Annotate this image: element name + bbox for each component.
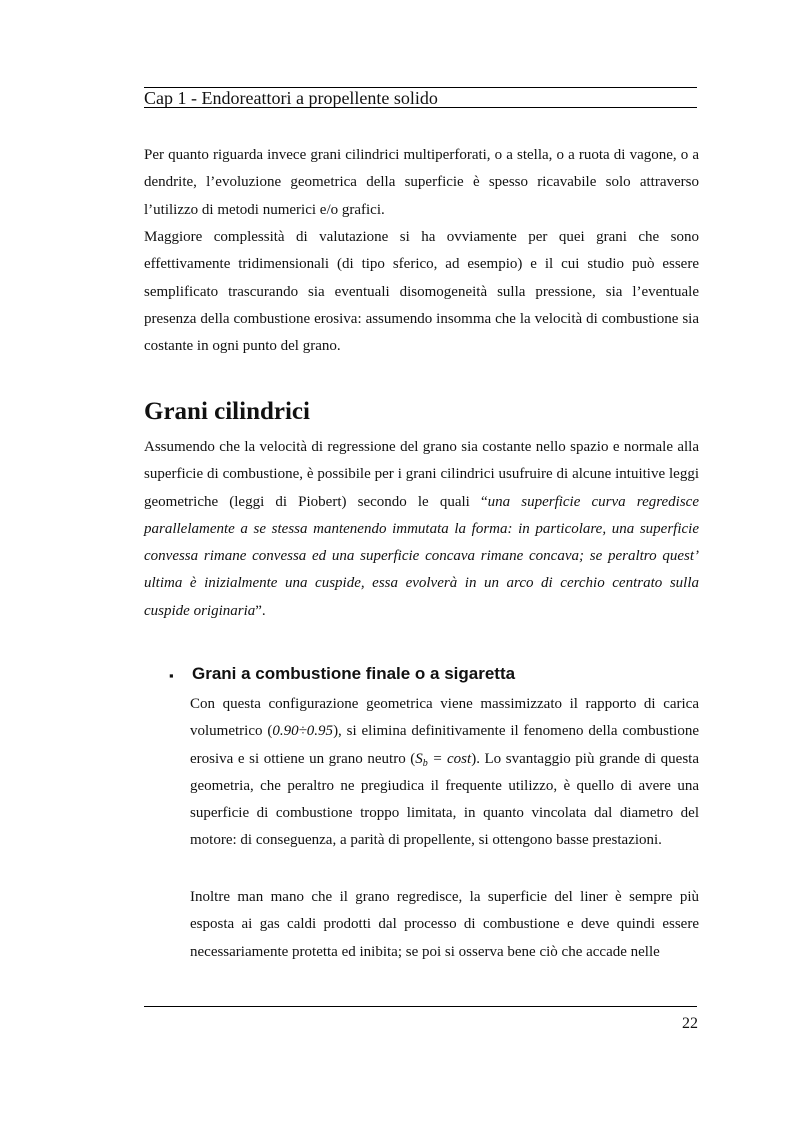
- section-paragraph: [144, 434, 699, 625]
- subsection-paragraph-1: [190, 691, 699, 855]
- footer-rule: [144, 1006, 697, 1007]
- piobert-quote: una superficie curva regredisce parallelamente a se stessa mantenendo immutata la forma: in particolare, una superficie convessa rimane convessa ed una superficie concava rimane concava; se peraltro quest’ ultima è inizialmente una cuspide, essa evolverà in un arco di cerchio centrato sulla cuspide originaria: [144, 493, 699, 619]
- section-text-lead: Assumendo che la velocità di regressione del grano sia costante nello spazio e normale alla superficie di combustione, è possibile per i grani cilindrici usufruire di alcune intuitive leggi geometriche (leggi di Piobert) secondo le quali “: [144, 439, 699, 510]
- subsection-text-a: Con questa configurazione geometrica viene massimizzato il rapporto di carica volumetrico (: [190, 696, 699, 740]
- header-bottom-rule: [144, 107, 697, 108]
- chapter-header: Cap 1 - Endoreattori a propellente solido: [144, 88, 438, 108]
- subsection-text-b: ), si elimina definitivamente il fenomeno della combustione erosiva e si ottiene un grano neutro (: [190, 723, 699, 767]
- bullet-square-icon: ▪: [169, 668, 174, 683]
- symbol-equation: = cost: [427, 750, 472, 767]
- section-title: Grani cilindrici: [144, 398, 310, 425]
- subsection-title: Grani a combustione finale o a sigaretta: [192, 664, 516, 683]
- section-text-tail: ”.: [255, 602, 266, 619]
- page-number: 22: [682, 1015, 698, 1032]
- burn-surface-symbol: [415, 751, 471, 767]
- intro-paragraph-2: Maggiore complessità di valutazione si ha ovviamente per quei grani che sono effettivamente tridimensionali (di tipo sferico, ad esempio) e il cui studio può essere semplificato trascurando sia eventuali disomogeneità sulla pressione, sia l’eventuale presenza della combustione erosiva: assumendo insomma che la velocità di combustione sia costante in ogni punto del grano.: [144, 229, 699, 355]
- subsection-text-c: ). Lo svantaggio più grande di questa geometria, che peraltro ne pregiudica il frequente utilizzo, è quello di avere una superficie di combustione troppo limitata, in quanto vincolata dal diametro del motore: di conseguenza, a parità di propellente, si ottengono basse prestazioni.: [190, 750, 699, 849]
- load-ratio-value: 0.90÷0.95: [272, 723, 334, 740]
- subsection-paragraph-2: Inoltre man mano che il grano regredisce, la superficie del liner è sempre più esposta ai gas caldi prodotti dal processo di combustione e deve quindi essere necessariamente protetta ed inibita; se poi si osserva bene ciò che accade nelle: [190, 889, 699, 960]
- intro-paragraph-1: Per quanto riguarda invece grani cilindrici multiperforati, o a stella, o a ruota di vagone, o a dendrite, l’evoluzione geometrica della superficie è spesso ricavabile solo attraverso l’utilizzo di metodi numerici e/o grafici.: [144, 147, 699, 218]
- symbol-subscript-b: b: [422, 757, 428, 769]
- symbol-s: S: [415, 750, 423, 767]
